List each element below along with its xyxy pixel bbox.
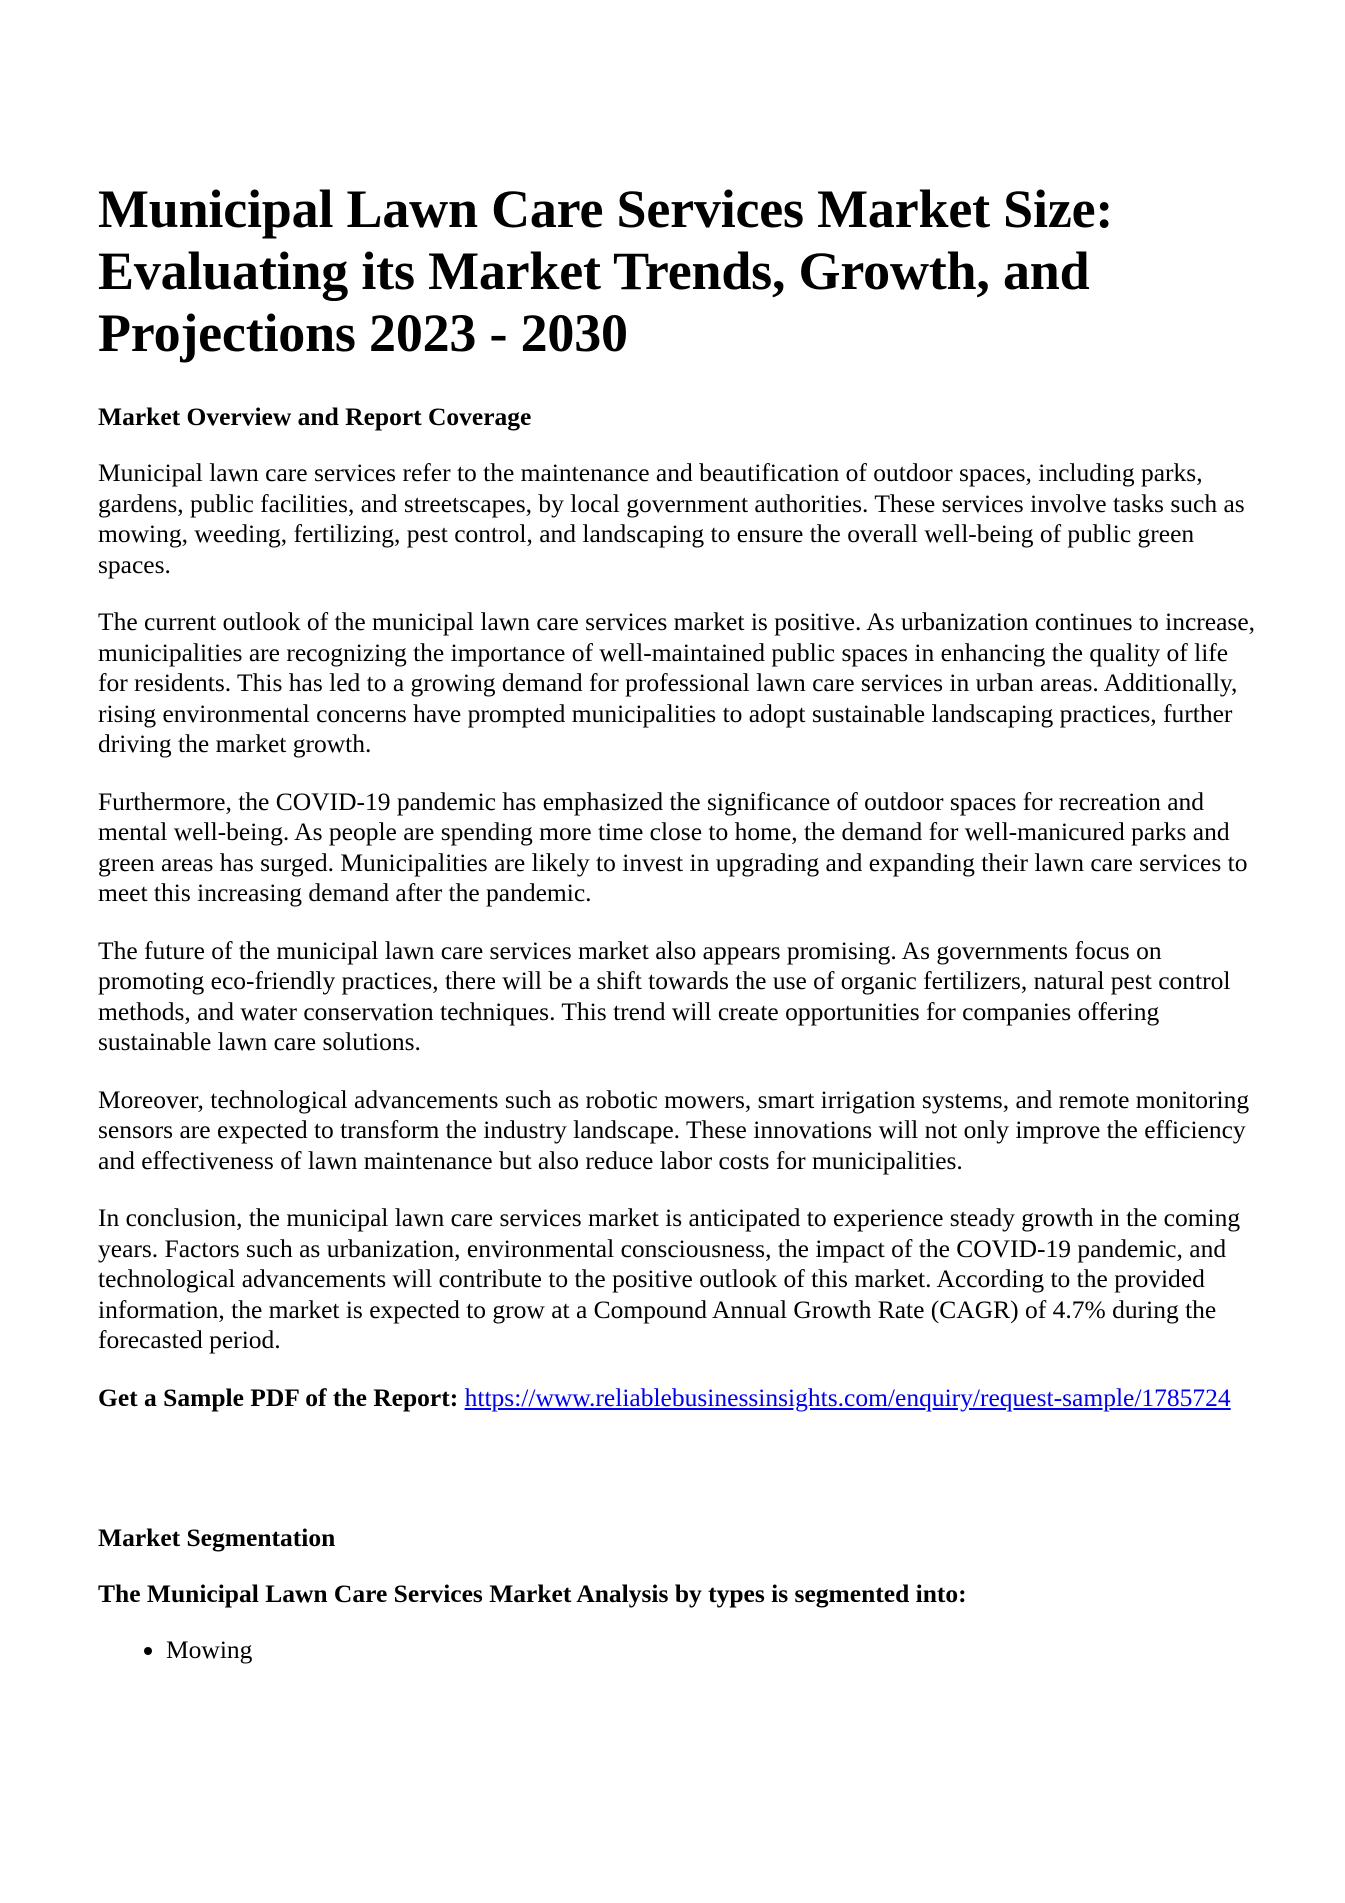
list-item: • Mowing — [166, 1635, 1258, 1665]
document-page — [98, 178, 1258, 1665]
types-heading: The Municipal Lawn Care Services Market Analysis by types is segmented into: — [98, 1579, 967, 1608]
paragraph-future-outlook: The future of the municipal lawn care services market also appears promising. As governments focus on promoting eco-friendly practices, there will be a shift towards the use of organic fertilizers, natural pest control methods, and water conservation techniques. This trend will create opportunities for companies offering sustainable lawn care solutions. — [98, 935, 1231, 1056]
paragraph-conclusion: In conclusion, the municipal lawn care services market is anticipated to experience steady growth in the coming years. Factors such as urbanization, environmental consciousness, the impact of the COVID-19 pandemic, and technological advancements will contribute to the positive outlook of this market. According to the provided information, the market is expected to grow at a Compound Annual Growth Rate (CAGR) of 4.7% during the forecasted period. — [98, 1203, 1241, 1354]
overview-heading: Market Overview and Report Coverage — [98, 402, 532, 431]
segmentation-heading: Market Segmentation — [98, 1523, 336, 1552]
paragraph-definition: Municipal lawn care services refer to the maintenance and beautification of outdoor spaces, including parks, gardens, public facilities, and streetscapes, by local government authorities. These services involve tasks such as mowing, weeding, fertilizing, pest control, and landscaping to ensure the overall well-being of public green spaces. — [98, 458, 1245, 579]
paragraph-current-outlook: The current outlook of the municipal lawn care services market is positive. As urbanization continues to increase, municipalities are recognizing the importance of well-maintained public spaces in enhancing the quality of life for residents. This has led to a growing demand for professional lawn care services in urban areas. Additionally, rising environmental concerns have prompted municipalities to adopt sustainable landscaping practices, further driving the market growth. — [98, 607, 1256, 758]
sample-pdf-label: Get a Sample PDF of the Report: — [98, 1382, 459, 1412]
page-title: Municipal Lawn Care Services Market Size: Evaluating its Market Trends, Growth, and Projections 2023 - 2030 — [98, 179, 1114, 363]
paragraph-covid-impact: Furthermore, the COVID-19 pandemic has emphasized the significance of outdoor spaces for recreation and mental well-being. As people are spending more time close to home, the demand for well-manicured parks and green areas has surged. Municipalities are likely to invest in upgrading and expanding their lawn care services to meet this increasing demand after the pandemic. — [98, 786, 1248, 907]
sample-pdf-link[interactable]: https://www.reliablebusinessinsights.com/enquiry/request-sample/1785724 — [464, 1382, 1231, 1412]
types-list — [98, 1635, 1258, 1665]
sample-pdf-line — [98, 1383, 1258, 1414]
paragraph-technology: Moreover, technological advancements such as robotic mowers, smart irrigation systems, and remote monitoring sensors are expected to transform the industry landscape. These innovations will not only improve the efficiency and effectiveness of lawn maintenance but also reduce labor costs for municipalities. — [98, 1084, 1250, 1175]
